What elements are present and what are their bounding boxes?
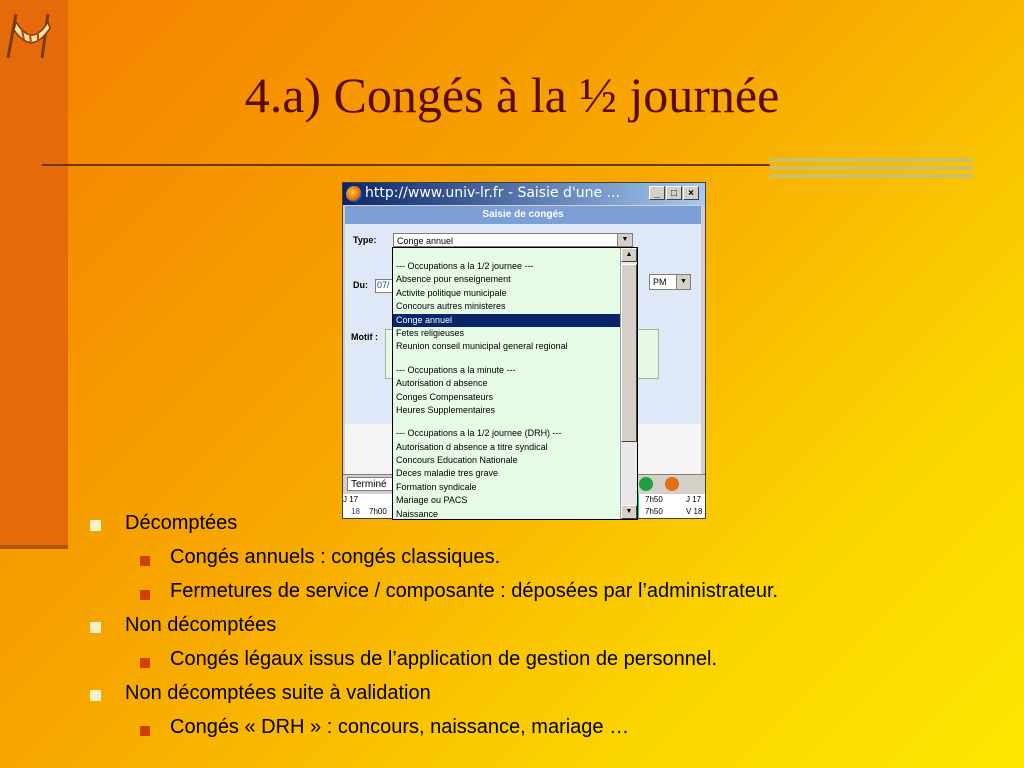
- calendar-cell: 7h00: [369, 507, 387, 516]
- dropdown-option[interactable]: Reunion conseil municipal general regional: [396, 341, 568, 352]
- scroll-up-icon[interactable]: ▲: [621, 248, 637, 262]
- period-select[interactable]: [649, 274, 691, 290]
- scroll-thumb[interactable]: [621, 264, 637, 442]
- form-title: Saisie de congés: [345, 206, 701, 224]
- dropdown-option[interactable]: Formation syndicale: [396, 481, 477, 492]
- calendar-cell: 7h50: [645, 507, 663, 516]
- dropdown-option: --- Occupations a la 1/2 journee ---: [396, 261, 534, 271]
- calendar-cell: J 17: [686, 495, 702, 504]
- bullet-marker: [90, 622, 101, 633]
- dropdown-option: --- Occupations a la minute ---: [396, 364, 516, 375]
- period-select-value: PM: [653, 277, 667, 287]
- status-text: Terminé: [347, 477, 397, 491]
- dropdown-option[interactable]: Fetes religieuses: [396, 327, 465, 338]
- title-rule-decoration: [770, 158, 973, 178]
- dropdown-option[interactable]: Conges Compensateurs: [396, 391, 494, 402]
- firefox-icon: [346, 186, 362, 202]
- dropdown-option[interactable]: Concours Education Nationale: [396, 455, 518, 466]
- bullet-item: Congés « DRH » : concours, naissance, mariage …: [170, 716, 630, 738]
- bullet-marker: [140, 590, 150, 600]
- dropdown-group-gap: [393, 354, 621, 364]
- bullet-marker: [140, 726, 150, 736]
- bullet-item: Non décomptées suite à validation: [125, 682, 431, 704]
- chevron-down-icon[interactable]: ▼: [617, 234, 632, 246]
- slide-title: 4.a) Congés à la ½ journée: [244, 67, 780, 123]
- calendar-cell: V 18: [686, 507, 703, 516]
- dropdown-option[interactable]: Naissance: [396, 508, 439, 519]
- dropdown-option[interactable]: Concours autres ministeres: [396, 301, 506, 312]
- dropdown-option[interactable]: Autorisation d absence a titre syndical: [396, 441, 548, 452]
- bullet-item: Fermetures de service / composante : déposées par l’administrateur.: [170, 580, 779, 602]
- hammock-icon: [2, 8, 66, 64]
- type-label: Type:: [353, 235, 377, 245]
- dropdown-option[interactable]: Autorisation d absence: [396, 378, 488, 389]
- dropdown-scrollbar[interactable]: [620, 248, 637, 519]
- type-dropdown-list[interactable]: [392, 247, 638, 520]
- du-date-input[interactable]: 07/: [375, 279, 393, 293]
- dropdown-option[interactable]: Activite politique municipale: [396, 287, 507, 298]
- bullet-item: Décomptées: [125, 512, 238, 534]
- maximize-button[interactable]: □: [666, 186, 682, 200]
- window-title: http://www.univ-lr.fr - Saisie d'une ...: [365, 185, 620, 201]
- bullet-item: Non décomptées: [125, 614, 277, 636]
- dropdown-option[interactable]: Deces maladie tres grave: [396, 468, 499, 479]
- bullet-marker: [140, 556, 150, 566]
- firefox-status-icon: [665, 477, 679, 491]
- left-accent-rule: [0, 545, 68, 549]
- minimize-button[interactable]: _: [649, 186, 665, 200]
- calendar-cell: 7h50: [645, 495, 663, 504]
- dropdown-option[interactable]: Absence pour enseignement: [396, 274, 511, 285]
- dropdown-option[interactable]: Heures Supplementaires: [396, 404, 496, 415]
- bullet-marker: [140, 658, 150, 668]
- close-button[interactable]: ×: [683, 186, 699, 200]
- check-icon: [639, 477, 653, 491]
- calendar-cell: J 17: [343, 495, 359, 504]
- chevron-down-icon[interactable]: ▼: [676, 275, 690, 289]
- bullet-item: Congés légaux issus de l’application de gestion de personnel.: [170, 648, 718, 670]
- window-titlebar: [343, 183, 705, 205]
- bullet-marker: [90, 520, 101, 531]
- title-rule: [42, 164, 770, 166]
- calendar-cell: 18: [351, 507, 360, 516]
- dropdown-option[interactable]: Conge annuel: [393, 314, 621, 327]
- type-select-value: Conge annuel: [397, 236, 454, 246]
- bullet-marker: [90, 690, 101, 701]
- dropdown-group-gap: [393, 417, 621, 427]
- scroll-down-icon[interactable]: ▼: [621, 505, 637, 519]
- bullet-item: Congés annuels : congés classiques.: [170, 546, 501, 568]
- type-select[interactable]: [393, 233, 633, 247]
- dropdown-option[interactable]: Mariage ou PACS: [396, 495, 468, 506]
- motif-label: Motif :: [351, 332, 378, 342]
- dropdown-option: --- Occupations a la 1/2 journee (DRH) ---: [396, 428, 562, 439]
- dropdown-options: [393, 260, 621, 520]
- du-label: Du:: [353, 280, 368, 290]
